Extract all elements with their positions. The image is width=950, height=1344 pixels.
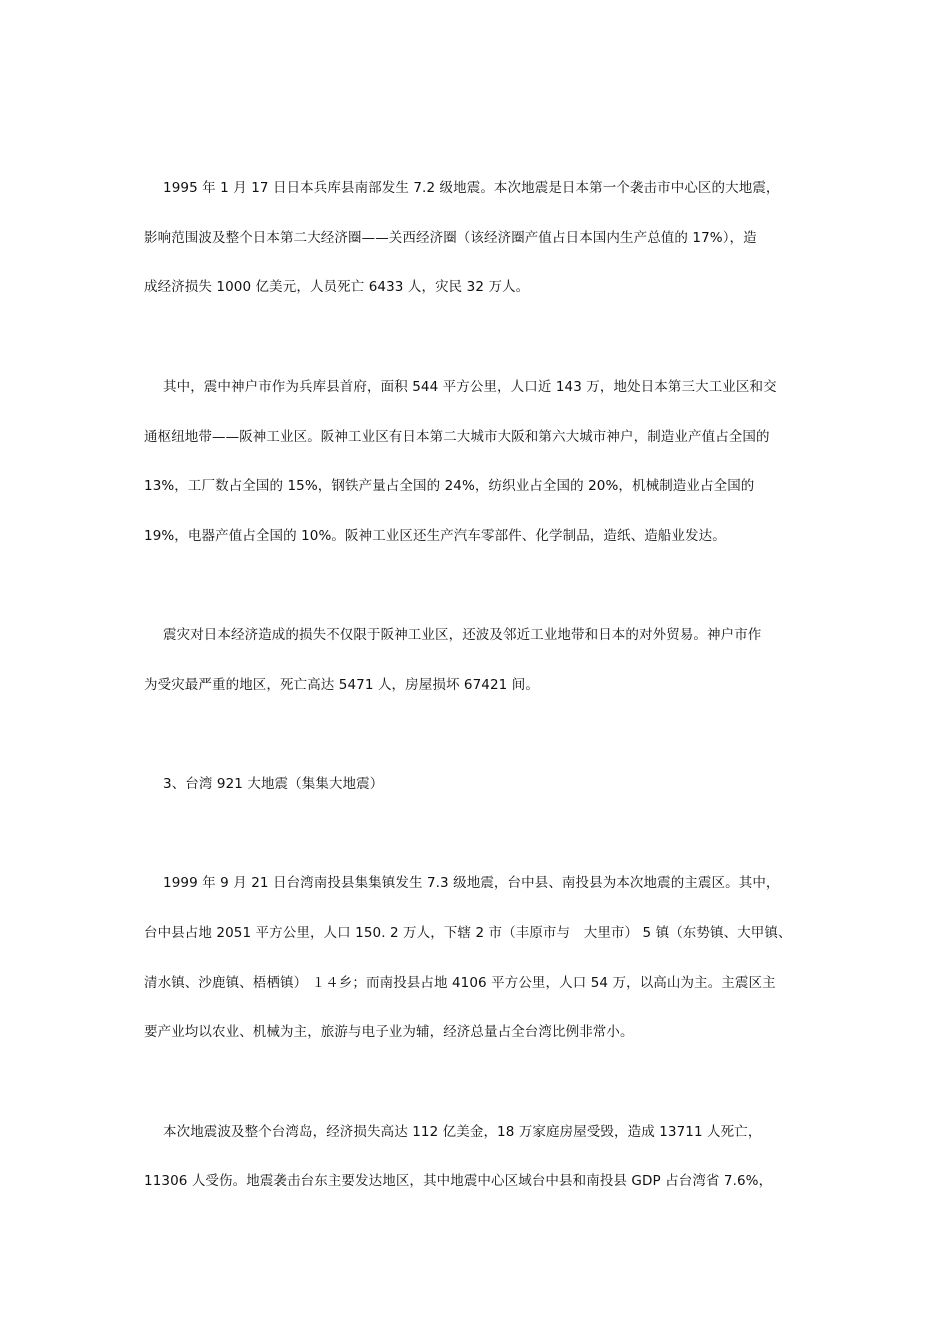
text-line: 19%，电器产值占全国的 10%。阪神工业区还生产汽车零部件、化学制品，造纸、造船业发达。 (144, 528, 726, 544)
text-line: 台中县占地 2051 平方公里，人口 150. 2 万人，下辖 2 市（丰原市与 大里市） 5 镇（东势镇、大甲镇、 (144, 925, 792, 941)
text-line: 为受灾最严重的地区，死亡高达 5471 人，房屋损坏 67421 间。 (144, 677, 539, 693)
text-line: 本次地震波及整个台湾岛，经济损失高达 112 亿美金，18 万家庭房屋受毁，造成 13711 人死亡， (163, 1124, 762, 1140)
text-line: 其中，震中神户市作为兵库县首府，面积 544 平方公里，人口近 143 万，地处日本第三大工业区和交 (163, 379, 777, 395)
text-line: 1999 年 9 月 21 日台湾南投县集集镇发生 7.3 级地震，台中县、南投县为本次地震的主震区。其中， (163, 875, 780, 891)
text-line: 13%，工厂数占全国的 15%，钢铁产量占全国的 24%，纺织业占全国的 20%，机械制造业占全国的 (144, 478, 755, 494)
text-line: 影响范围波及整个日本第二大经济圈——关西经济圈（该经济圈产值占日本国内生产总值的 17%），造 (144, 230, 757, 246)
text-line: 通枢纽地带——阪神工业区。阪神工业区有日本第二大城市大阪和第六大城市神户，制造业产值占全国的 (144, 429, 770, 445)
text-line: 1995 年 1 月 17 日日本兵库县南部发生 7.2 级地震。本次地震是日本第一个袭击市中心区的大地震， (163, 180, 780, 196)
text-line: 清水镇、沙鹿镇、梧栖镇） １４乡；而南投县占地 4106 平方公里，人口 54 万，以高山为主。主震区主 (144, 975, 776, 991)
text-line: 11306 人受伤。地震袭击台东主要发达地区，其中地震中心区域台中县和南投县 GDP 占台湾省 7.6%， (144, 1173, 773, 1189)
text-line: 要产业均以农业、机械为主，旅游与电子业为辅，经济总量占全台湾比例非常小。 (144, 1024, 634, 1040)
text-line: 震灾对日本经济造成的损失不仅限于阪神工业区，还波及邻近工业地带和日本的对外贸易。神户市作 (163, 627, 762, 643)
text-line: 成经济损失 1000 亿美元，人员死亡 6433 人，灾民 32 万人。 (144, 279, 530, 295)
section-title: 3、台湾 921 大地震（集集大地震） (163, 776, 384, 792)
